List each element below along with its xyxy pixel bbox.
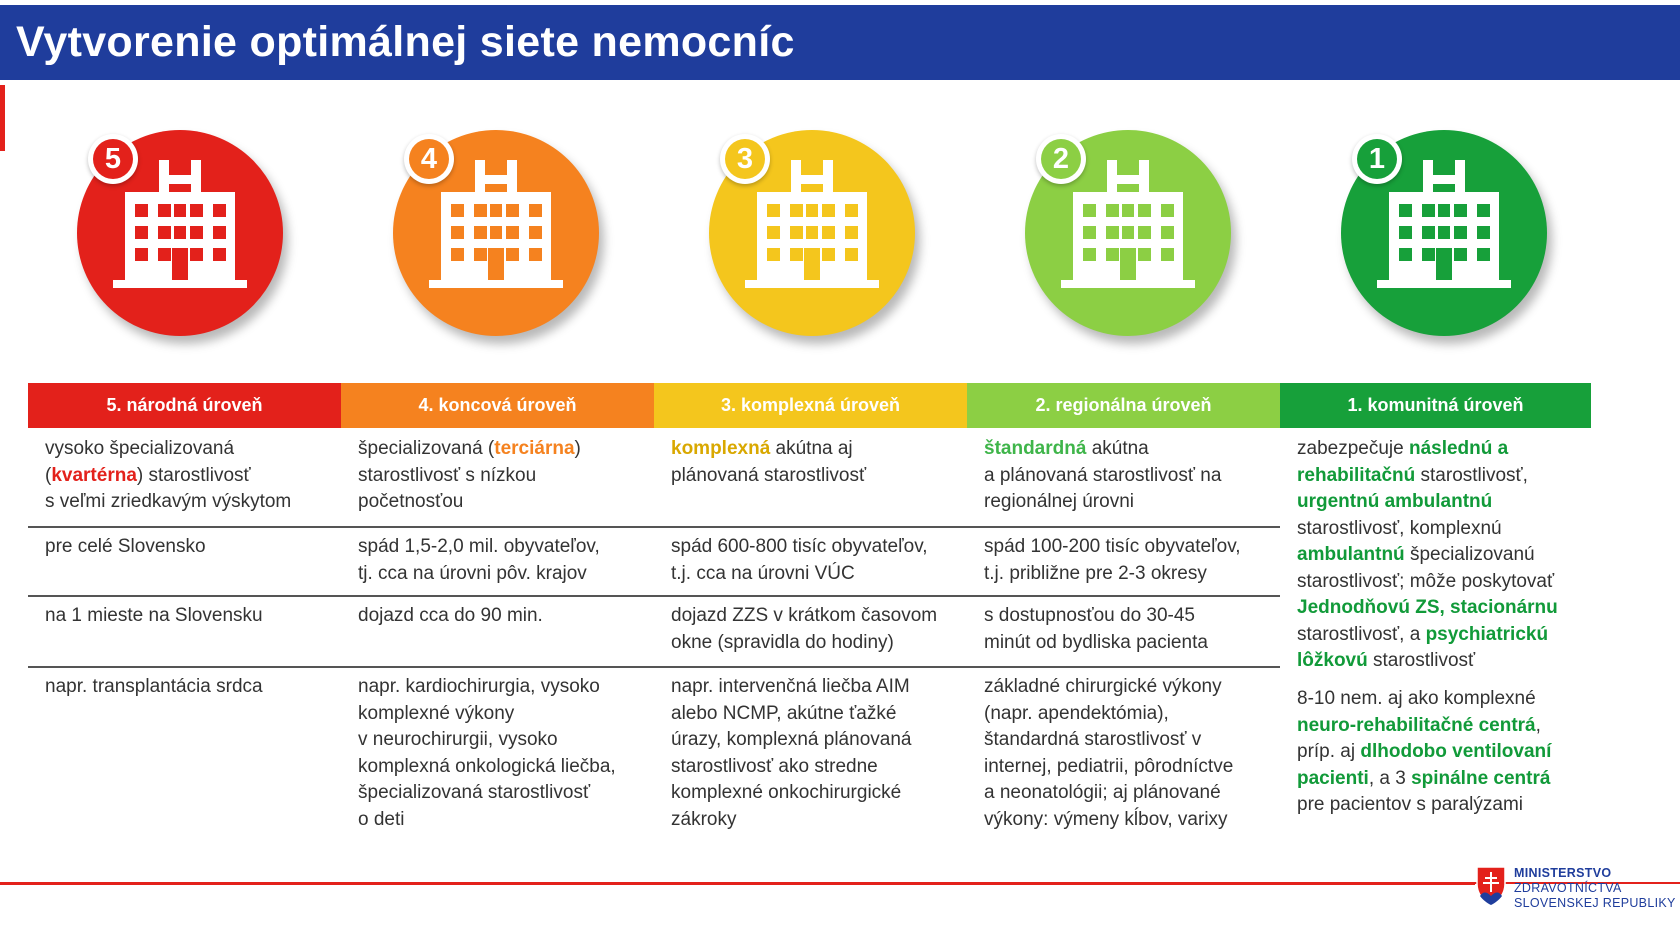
level-2-cell-4	[984, 674, 1284, 833]
cell-text: starostlivosť, komplexnú	[1297, 517, 1502, 539]
highlighted-term: spinálne centrá	[1411, 767, 1551, 789]
cell-text: komplexné výkony	[358, 702, 515, 724]
logo-line-2: ZDRAVOTNÍCTVA	[1514, 881, 1622, 895]
level-4-badge	[404, 134, 454, 184]
highlighted-term: psychiatrickú	[1425, 623, 1549, 645]
cell-text: alebo NCMP, akútne ťažké	[671, 702, 897, 724]
highlighted-term: kvartérna	[51, 464, 137, 486]
cell-text: pre celé Slovensko	[45, 536, 206, 557]
level-1-icon-group	[1341, 130, 1547, 336]
cell-text: s dostupnosťou do 30-45	[984, 605, 1196, 626]
cell-text: napr. transplantácia srdca	[45, 676, 263, 697]
level-3-badge	[720, 134, 770, 184]
level-5-icon-group	[77, 130, 283, 336]
level-1-cell-2	[1297, 686, 1597, 819]
cell-text: dojazd ZZS v krátkom časovom	[671, 605, 938, 626]
cell-text: starostlivosť; môže poskytovať	[1297, 570, 1555, 592]
cell-text: ) starostlivosť	[136, 464, 251, 486]
level-number: 5	[93, 139, 133, 179]
cell-text: početnosťou	[358, 491, 464, 512]
level-number: 1	[1357, 139, 1397, 179]
cell-text: štandardná starostlivosť v	[984, 729, 1202, 750]
ministry-logo	[1476, 866, 1676, 926]
cell-text: vysoko špecializovaná	[45, 438, 235, 459]
cell-text: zabezpečuje	[1297, 438, 1409, 459]
level-3-header: 3. komplexná úroveň	[654, 383, 967, 428]
highlighted-term: urgentnú ambulantnú	[1297, 491, 1493, 512]
logo-line-3: SLOVENSKEJ REPUBLIKY	[1514, 896, 1676, 910]
cell-text: regionálnej úrovni	[984, 491, 1134, 512]
cell-text: spád 1,5-2,0 mil. obyvateľov,	[358, 536, 600, 557]
cell-text: a neonatológii; aj plánované	[984, 782, 1221, 803]
cell-text: ,	[1535, 714, 1541, 736]
level-4-cell-4	[358, 674, 658, 833]
title-bar	[0, 5, 1680, 80]
cell-text: na 1 mieste na Slovensku	[45, 605, 263, 626]
cell-text: starostlivosť,	[1415, 464, 1528, 486]
row-separator-3	[28, 666, 1280, 668]
level-2-header: 2. regionálna úroveň	[967, 383, 1280, 428]
level-5-badge	[88, 134, 138, 184]
level-4-cell-1	[358, 436, 658, 516]
cell-text: úrazy, komplexná plánovaná	[671, 729, 912, 750]
cell-text: s veľmi zriedkavým výskytom	[45, 491, 292, 512]
cell-text: špecializovaná (	[358, 438, 495, 459]
red-accent-bar	[0, 85, 5, 151]
cell-text: minút od bydliska pacienta	[984, 631, 1208, 653]
cell-text: komplexná onkologická liečba,	[358, 755, 616, 777]
level-2-cell-3	[984, 603, 1284, 656]
highlighted-term: dlhodobo ventilovaní	[1360, 741, 1552, 762]
cell-text: v neurochirurgii, vysoko	[358, 729, 558, 750]
highlighted-term: neuro-rehabilitačné centrá	[1297, 714, 1536, 736]
level-1-badge	[1352, 134, 1402, 184]
cell-text: komplexné onkochirurgické	[671, 782, 902, 803]
level-4-icon-group	[393, 130, 599, 336]
highlighted-term: komplexná	[671, 438, 771, 459]
highlighted-term: pacienti	[1297, 767, 1369, 789]
cell-text: tj. cca na úrovni pôv. krajov	[358, 562, 587, 584]
page-title: Vytvorenie optimálnej siete nemocníc	[16, 18, 795, 66]
cell-text: príp. aj	[1297, 741, 1361, 762]
level-number: 3	[725, 139, 765, 179]
level-3-cell-3	[671, 603, 971, 656]
cell-text: t.j. cca na úrovni VÚC	[671, 562, 855, 584]
cell-text: spád 100-200 tisíc obyvateľov,	[984, 536, 1241, 557]
cell-text: špecializovanú	[1404, 544, 1535, 565]
cell-text: t.j. približne pre 2-3 okresy	[984, 562, 1207, 584]
level-number: 4	[409, 139, 449, 179]
level-3-cell-4	[671, 674, 971, 833]
cell-text: spád 600-800 tisíc obyvateľov,	[671, 536, 928, 557]
cell-text: akútna	[1086, 438, 1149, 459]
cell-text: plánovaná starostlivosť	[671, 464, 867, 486]
cell-text: pre pacientov s paralýzami	[1297, 794, 1523, 815]
cell-text: starostlivosť s nízkou	[358, 464, 537, 486]
cell-text: (	[45, 464, 52, 486]
level-4-header: 4. koncová úroveň	[341, 383, 654, 428]
level-2-icon-group	[1025, 130, 1231, 336]
row-separator-1	[28, 526, 1280, 528]
level-2-cell-2	[984, 534, 1284, 587]
level-4-cell-2	[358, 534, 658, 587]
highlighted-term: Jednodňovú ZS, stacionárnu	[1297, 597, 1558, 618]
cell-text: výkony: výmeny kĺbov, varixy	[984, 808, 1228, 830]
highlighted-term: lôžkovú	[1297, 650, 1368, 671]
cell-text: zákroky	[671, 808, 737, 830]
level-5-cell-1	[45, 436, 345, 516]
cell-text: starostlivosť	[1367, 650, 1476, 671]
cell-text: dojazd cca do 90 min.	[358, 605, 543, 626]
level-4-cell-3	[358, 603, 658, 630]
highlighted-term: ambulantnú	[1297, 544, 1405, 565]
cell-text: , a 3	[1368, 767, 1412, 789]
level-2-badge	[1036, 134, 1086, 184]
cell-text: internej, pediatrii, pôrodníctve	[984, 755, 1234, 777]
level-5-cell-2	[45, 534, 345, 561]
cell-text: základné chirurgické výkony	[984, 676, 1222, 697]
slovak-coat-of-arms-icon	[1476, 866, 1506, 906]
cell-text: 8-10 nem. aj ako komplexné	[1297, 688, 1536, 709]
cell-text: špecializovaná starostlivosť	[358, 782, 591, 803]
footer-divider	[0, 882, 1475, 885]
level-1-header: 1. komunitná úroveň	[1280, 383, 1591, 428]
cell-text: napr. kardiochirurgia, vysoko	[358, 676, 600, 697]
level-number: 2	[1041, 139, 1081, 179]
cell-text: okne (spravidla do hodiny)	[671, 631, 894, 653]
logo-line-1: MINISTERSTVO	[1514, 866, 1612, 880]
level-1-cell-1	[1297, 436, 1597, 675]
highlighted-term: rehabilitačnú	[1297, 464, 1416, 486]
cell-text: a plánovaná starostlivosť na	[984, 464, 1222, 486]
cell-text: napr. intervenčná liečba AIM	[671, 676, 910, 697]
level-2-cell-1	[984, 436, 1284, 516]
cell-text: o deti	[358, 808, 405, 830]
highlighted-term: následnú a	[1408, 438, 1509, 459]
cell-text: (napr. apendektómia),	[984, 702, 1169, 724]
cell-text: akútna aj	[770, 438, 853, 459]
level-5-header: 5. národná úroveň	[28, 383, 341, 428]
highlighted-term: terciárna	[494, 438, 575, 459]
row-separator-2	[28, 595, 1280, 597]
level-5-cell-3	[45, 603, 345, 630]
level-5-cell-4	[45, 674, 345, 701]
highlighted-term: štandardná	[984, 438, 1087, 459]
level-3-cell-2	[671, 534, 971, 587]
cell-text: starostlivosť ako stredne	[671, 755, 878, 777]
level-3-icon-group	[709, 130, 915, 336]
level-3-cell-1	[671, 436, 971, 489]
cell-text: starostlivosť, a	[1297, 623, 1426, 645]
cell-text: )	[574, 438, 581, 459]
